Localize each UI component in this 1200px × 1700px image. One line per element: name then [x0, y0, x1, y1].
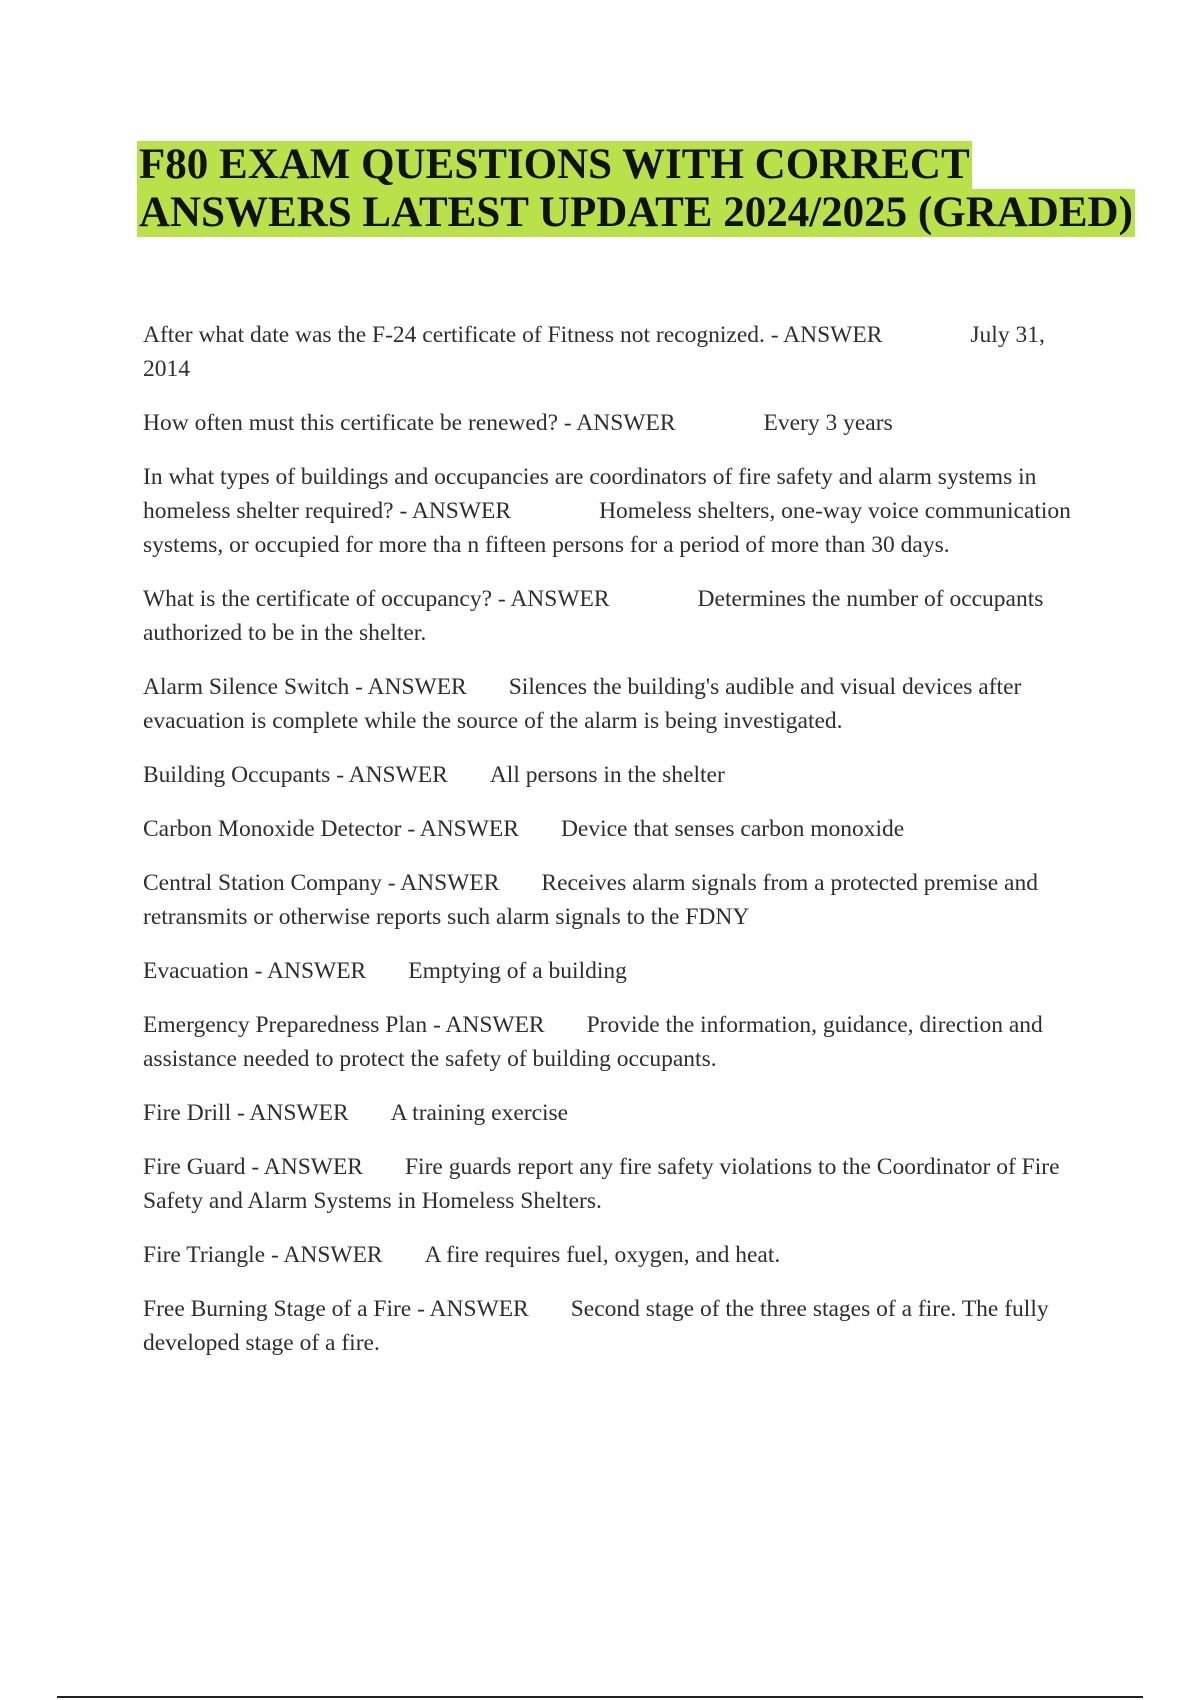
answer-separator: - ANSWER — [497, 586, 610, 612]
answer-text: Receives alarm signals from a protected premise and retransmits or otherwise reports such alarm signals to the FDNY — [143, 870, 1038, 930]
qa-item — [143, 1150, 1083, 1218]
answer-separator: - ANSWER — [270, 1242, 383, 1268]
qa-item — [143, 460, 1083, 562]
qa-item — [143, 1292, 1083, 1360]
answer-text: Determines the number of occupants authorized to be in the shelter. — [143, 586, 1044, 646]
question-text: How often must this certificate be renewed? — [143, 410, 559, 436]
document-title — [137, 141, 1177, 237]
answer-text: Silences the building's audible and visual devices after evacuation is complete while the source of the alarm is being investigated. — [143, 674, 1022, 734]
question-text: After what date was the F-24 certificate of Fitness not recognized. — [143, 322, 765, 348]
question-text: Evacuation — [143, 958, 249, 984]
answer-separator: - ANSWER — [336, 762, 448, 788]
answer-text: Fire guards report any fire safety violations to the Coordinator of Fire Safety and Alarm Systems in Homeless Shelters. — [143, 1154, 1060, 1214]
answer-text: Second stage of the three stages of a fire. The fully developed stage of a fire. — [143, 1296, 1049, 1356]
answer-text: Homeless shelters, one-way voice communication systems, or occupied for more tha n fifteen persons for a period of more than 30 days. — [143, 498, 1071, 558]
title-line-2: ANSWERS LATEST UPDATE 2024/2025 (GRADED) — [139, 189, 1133, 236]
footer-rule — [57, 1696, 1143, 1698]
answer-text: Device that senses carbon monoxide — [560, 816, 905, 842]
qa-item — [143, 1096, 1083, 1130]
title-line-1: F80 EXAM QUESTIONS WITH CORRECT — [139, 141, 970, 188]
answer-separator: - ANSWER — [563, 410, 676, 436]
qa-item — [143, 1008, 1083, 1076]
answer-text: July 31, 2014 — [143, 322, 1045, 382]
answer-separator: - ANSWER — [432, 1012, 545, 1038]
qa-item — [143, 582, 1083, 650]
question-text: What is the certificate of occupancy? — [143, 586, 493, 612]
qa-item — [143, 1238, 1083, 1272]
answer-separator: - ANSWER — [254, 958, 367, 984]
question-text: Alarm Silence Switch — [143, 674, 350, 700]
qa-item — [143, 954, 1083, 988]
answer-separator: - ANSWER — [251, 1154, 363, 1180]
question-text: Fire Triangle — [143, 1242, 266, 1268]
answer-separator: - ANSWER — [407, 816, 519, 842]
question-text: Carbon Monoxide Detector — [143, 816, 402, 842]
qa-item — [143, 670, 1083, 738]
answer-separator: - ANSWER — [355, 674, 467, 700]
answer-separator: - ANSWER — [399, 498, 512, 524]
answer-separator: - ANSWER — [387, 870, 500, 896]
answer-text: Every 3 years — [763, 410, 893, 436]
question-text: Fire Guard — [143, 1154, 246, 1180]
qa-item — [143, 318, 1083, 386]
answer-separator: - ANSWER — [237, 1100, 349, 1126]
question-text: Free Burning Stage of a Fire — [143, 1296, 412, 1322]
question-text: Emergency Preparedness Plan — [143, 1012, 428, 1038]
question-text: In what types of buildings and occupancies are coordinators of fire safety and alarm systems in homeless shelter required? — [143, 464, 1037, 524]
answer-text: All persons in the shelter — [489, 762, 725, 788]
answer-text: A training exercise — [390, 1100, 569, 1126]
question-text: Fire Drill — [143, 1100, 232, 1126]
qa-item — [143, 812, 1083, 846]
question-text: Building Occupants — [143, 762, 331, 788]
answer-separator: - ANSWER — [417, 1296, 529, 1322]
qa-item — [143, 758, 1083, 792]
qa-list — [143, 318, 1083, 1380]
qa-item — [143, 866, 1083, 934]
qa-item — [143, 406, 1083, 440]
answer-text: Provide the information, guidance, direction and assistance needed to protect the safety of building occupants. — [143, 1012, 1043, 1072]
answer-text: A fire requires fuel, oxygen, and heat. — [424, 1242, 781, 1268]
question-text: Central Station Company — [143, 870, 382, 896]
answer-text: Emptying of a building — [408, 958, 627, 984]
answer-separator: - ANSWER — [770, 322, 883, 348]
